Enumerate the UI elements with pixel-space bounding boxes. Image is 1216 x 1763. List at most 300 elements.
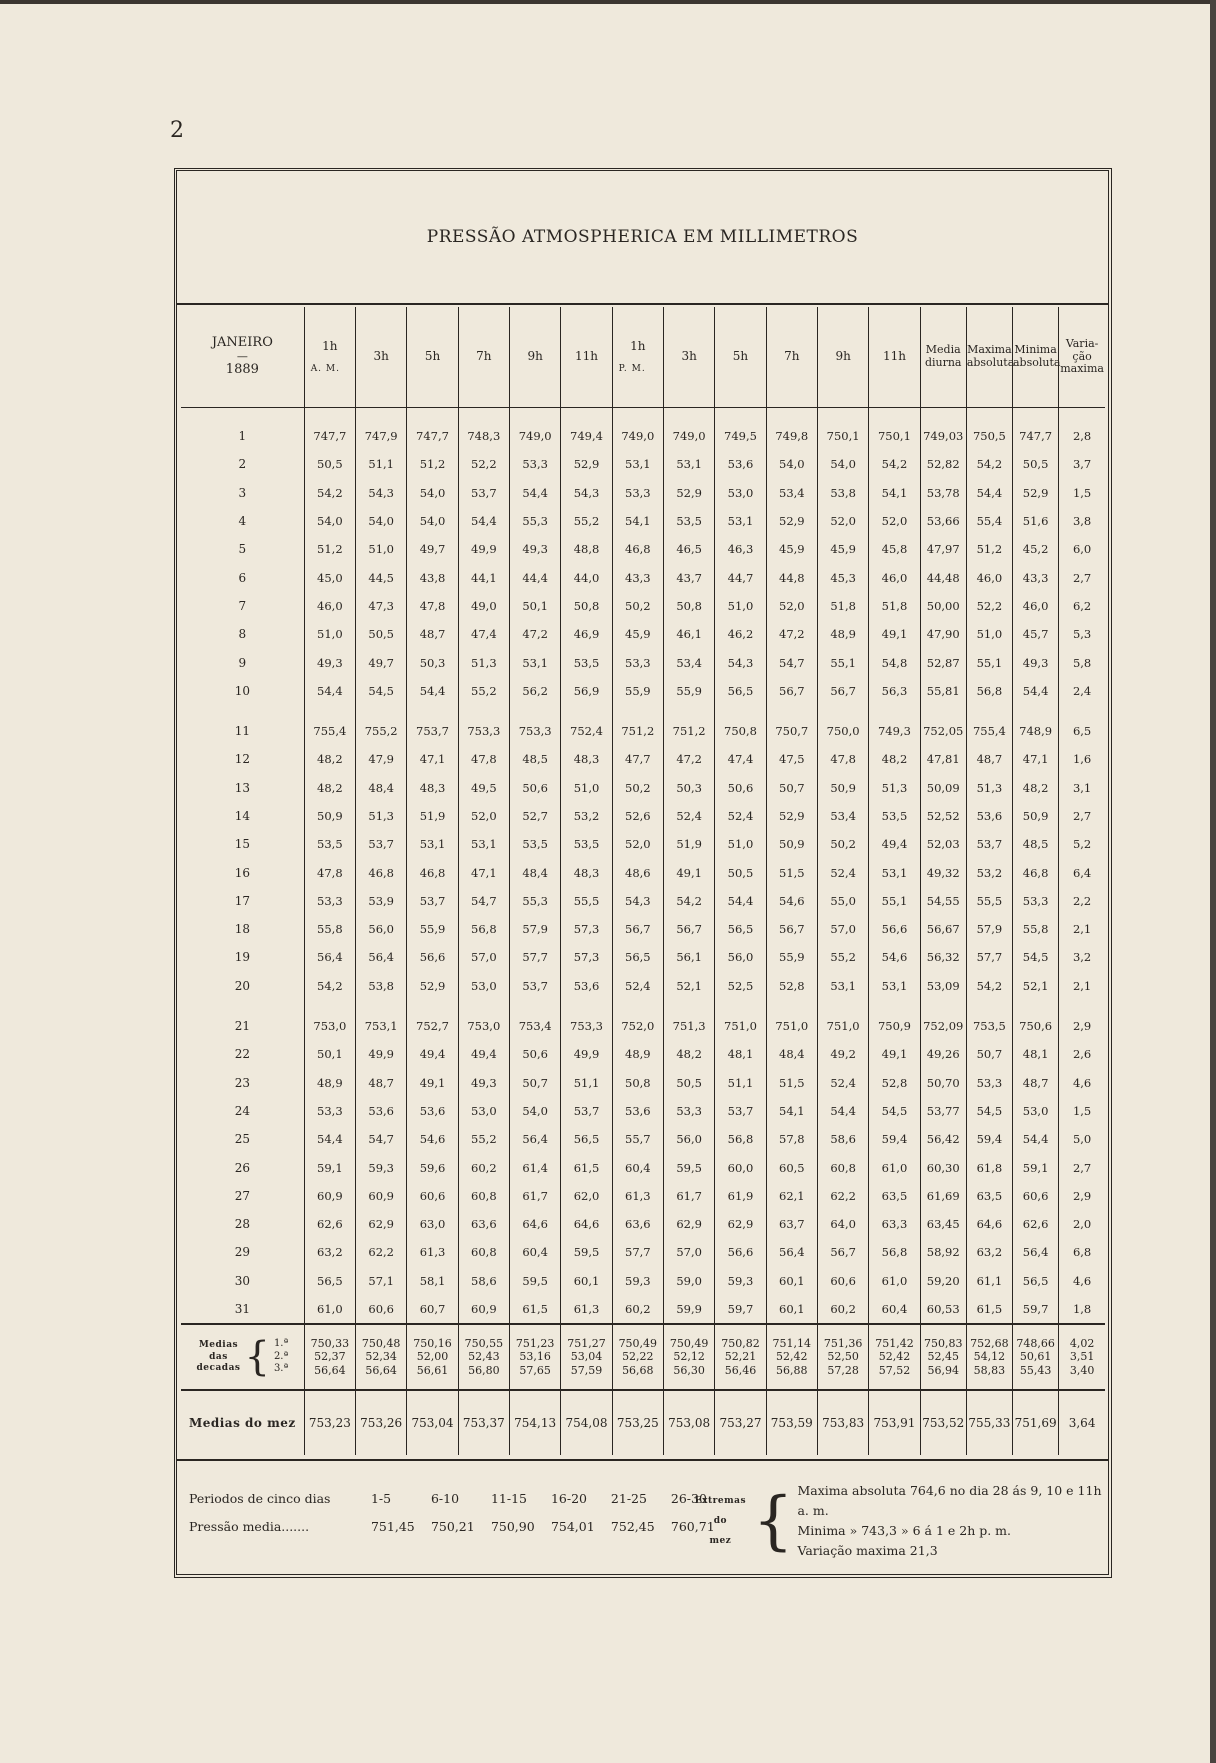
value-cell: 61,3 [612, 1182, 663, 1210]
value-cell: 60,9 [356, 1182, 407, 1210]
value-cell: 54,1 [869, 479, 920, 507]
value-cell: 53,0 [458, 1097, 509, 1125]
value-cell: 48,1 [1013, 1040, 1059, 1068]
value-cell: 50,6 [510, 774, 561, 802]
decade-means-cell: 750,83 52,45 56,94 [920, 1324, 966, 1390]
value-cell: 750,1 [869, 408, 920, 451]
value-cell: 755,2 [356, 717, 407, 745]
value-cell: 55,9 [407, 915, 458, 943]
table-row [181, 802, 1105, 830]
table-row [181, 972, 1105, 1000]
value-cell: 56,0 [663, 1125, 714, 1153]
value-cell: 43,7 [663, 563, 714, 591]
table-row [181, 1097, 1105, 1125]
value-cell: 747,7 [407, 408, 458, 451]
value-cell: 45,7 [1013, 620, 1059, 648]
value-cell: 59,7 [715, 1295, 766, 1324]
value-cell: 2,2 [1072, 893, 1092, 908]
value-cell: 53,9 [356, 887, 407, 915]
value-cell: 50,6 [715, 774, 766, 802]
value-cell: 53,3 [612, 648, 663, 676]
value-cell: 48,4 [356, 774, 407, 802]
value-cell: 59,5 [663, 1153, 714, 1181]
value-cell: 60,4 [869, 1295, 920, 1324]
value-cell: 47,5 [766, 745, 817, 773]
value-cell: 56,8 [715, 1125, 766, 1153]
value-cell: 43,3 [612, 563, 663, 591]
value-cell: 52,0 [458, 802, 509, 830]
value-cell: 48,3 [561, 858, 612, 886]
value-cell: 52,9 [407, 972, 458, 1000]
value-cell: 54,3 [561, 479, 612, 507]
value-cell: 55,8 [304, 915, 355, 943]
value-cell: 750,9 [869, 1012, 920, 1040]
value-cell: 57,3 [561, 943, 612, 971]
value-cell: 46,9 [561, 620, 612, 648]
value-cell: 56,6 [715, 1238, 766, 1266]
table-row [181, 1069, 1105, 1097]
value-cell: 47,1 [407, 745, 458, 773]
value-cell: 54,0 [766, 450, 817, 478]
value-cell: 55,3 [510, 507, 561, 535]
value-cell: 58,6 [817, 1125, 868, 1153]
value-cell: 54,55 [920, 887, 966, 915]
table-row [181, 535, 1105, 563]
decade-label: Medias das decadas { 1.ª 2.ª 3.ª [181, 1324, 304, 1390]
value-cell: 753,5 [966, 1012, 1012, 1040]
value-cell: 51,0 [356, 535, 407, 563]
pressure-media-row: Pressão media....... 751,45 750,21 750,90 754,01 752,45 760,71 [189, 1519, 715, 1534]
month-mean-cell: 755,33 [966, 1390, 1012, 1455]
value-cell: 752,7 [407, 1012, 458, 1040]
value-cell: 56,8 [458, 915, 509, 943]
value-cell: 53,5 [663, 507, 714, 535]
value-cell: 751,3 [663, 1012, 714, 1040]
value-cell: 46,2 [715, 620, 766, 648]
value-cell: 50,6 [510, 1040, 561, 1068]
value-cell: 54,4 [715, 887, 766, 915]
value-cell: 47,3 [356, 592, 407, 620]
table-frame [174, 168, 1112, 1578]
value-cell: 53,4 [817, 802, 868, 830]
value-cell: 2,7 [1072, 570, 1092, 585]
value-cell: 753,3 [458, 717, 509, 745]
value-cell: 50,9 [766, 830, 817, 858]
value-cell: 56,7 [663, 915, 714, 943]
value-cell: 52,9 [663, 479, 714, 507]
value-cell: 54,6 [766, 887, 817, 915]
month-means-label: Medias do mez [181, 1390, 304, 1455]
value-cell: 59,5 [510, 1267, 561, 1295]
value-cell: 59,6 [407, 1153, 458, 1181]
value-cell: 53,1 [715, 507, 766, 535]
value-cell: 51,8 [817, 592, 868, 620]
day-cell: 31 [181, 1295, 304, 1324]
value-cell: 46,8 [407, 858, 458, 886]
value-cell: 53,6 [612, 1097, 663, 1125]
extreme-variacao: Variação maxima 21,3 [797, 1543, 938, 1558]
value-cell: 2,7 [1072, 1160, 1092, 1175]
value-cell: 749,03 [920, 408, 966, 451]
month-mean-cell: 3,64 [1059, 1390, 1105, 1455]
value-cell: 2,0 [1072, 1217, 1092, 1232]
table-row [181, 563, 1105, 591]
value-cell: 57,7 [510, 943, 561, 971]
value-cell: 54,4 [458, 507, 509, 535]
value-cell: 61,5 [561, 1153, 612, 1181]
value-cell: 56,9 [561, 677, 612, 705]
value-cell: 57,1 [356, 1267, 407, 1295]
value-cell: 60,9 [458, 1295, 509, 1324]
value-cell: 749,8 [766, 408, 817, 451]
value-cell: 59,3 [715, 1267, 766, 1295]
value-cell: 56,4 [510, 1125, 561, 1153]
value-cell: 43,3 [1013, 563, 1059, 591]
day-cell: 7 [181, 592, 304, 620]
value-cell: 45,8 [869, 535, 920, 563]
daily-rows [181, 408, 1105, 1325]
decade-means-cell: 750,16 52,00 56,61 [407, 1324, 458, 1390]
day-cell: 13 [181, 774, 304, 802]
value-cell: 62,6 [304, 1210, 355, 1238]
value-cell: 60,2 [458, 1153, 509, 1181]
value-cell: 54,6 [407, 1125, 458, 1153]
value-cell: 753,4 [510, 1012, 561, 1040]
value-cell: 2,4 [1072, 683, 1092, 698]
brace: { [752, 1484, 794, 1558]
value-cell: 47,8 [407, 592, 458, 620]
value-cell: 61,1 [966, 1267, 1012, 1295]
value-cell: 57,0 [663, 1238, 714, 1266]
value-cell: 46,0 [869, 563, 920, 591]
month-mean-cell: 751,69 [1013, 1390, 1059, 1455]
value-cell: 59,1 [1013, 1153, 1059, 1181]
value-cell: 56,32 [920, 943, 966, 971]
decade-means-cell: 750,48 52,34 56,64 [356, 1324, 407, 1390]
value-cell: 50,5 [304, 450, 355, 478]
value-cell: 44,0 [561, 563, 612, 591]
month-mean-cell: 753,37 [458, 1390, 509, 1455]
value-cell: 60,7 [407, 1295, 458, 1324]
value-cell: 53,8 [817, 479, 868, 507]
value-cell: 44,7 [715, 563, 766, 591]
value-cell: 53,5 [561, 830, 612, 858]
value-cell: 49,4 [407, 1040, 458, 1068]
value-cell: 53,1 [869, 972, 920, 1000]
value-cell: 51,1 [715, 1069, 766, 1097]
value-cell: 52,0 [766, 592, 817, 620]
value-cell: 54,8 [869, 648, 920, 676]
value-cell: 56,7 [766, 677, 817, 705]
value-cell: 749,0 [510, 408, 561, 451]
value-cell: 5,2 [1072, 837, 1092, 852]
day-cell: 10 [181, 677, 304, 705]
value-cell: 755,4 [966, 717, 1012, 745]
value-cell: 51,6 [1013, 507, 1059, 535]
value-cell: 51,1 [356, 450, 407, 478]
value-cell: 61,3 [561, 1295, 612, 1324]
value-cell: 62,9 [663, 1210, 714, 1238]
value-cell: 63,0 [407, 1210, 458, 1238]
value-cell: 61,9 [715, 1182, 766, 1210]
value-cell: 50,7 [966, 1040, 1012, 1068]
value-cell: 53,7 [510, 972, 561, 1000]
value-cell: 61,0 [869, 1267, 920, 1295]
value-cell: 60,1 [561, 1267, 612, 1295]
value-cell: 50,5 [1013, 450, 1059, 478]
decade-means-cell: 4,02 3,51 3,40 [1059, 1324, 1105, 1390]
value-cell: 48,7 [356, 1069, 407, 1097]
value-cell: 48,2 [304, 774, 355, 802]
value-cell: 50,5 [715, 858, 766, 886]
value-cell: 56,5 [715, 915, 766, 943]
value-cell: 50,2 [612, 592, 663, 620]
value-cell: 747,9 [356, 408, 407, 451]
value-cell: 48,9 [817, 620, 868, 648]
day-cell: 21 [181, 1012, 304, 1040]
value-cell: 50,00 [920, 592, 966, 620]
value-cell: 47,81 [920, 745, 966, 773]
value-cell: 752,05 [920, 717, 966, 745]
value-cell: 49,9 [458, 535, 509, 563]
value-cell: 49,2 [817, 1040, 868, 1068]
value-cell: 59,4 [869, 1125, 920, 1153]
value-cell: 752,0 [612, 1012, 663, 1040]
value-cell: 60,5 [766, 1153, 817, 1181]
value-cell: 6,8 [1072, 1245, 1092, 1260]
day-cell: 25 [181, 1125, 304, 1153]
hour-header: 9h [817, 307, 868, 408]
value-cell: 54,1 [612, 507, 663, 535]
value-cell: 47,9 [356, 745, 407, 773]
value-cell: 47,8 [817, 745, 868, 773]
value-cell: 54,4 [817, 1097, 868, 1125]
value-cell: 60,6 [817, 1267, 868, 1295]
value-cell: 60,4 [612, 1153, 663, 1181]
value-cell: 55,1 [817, 648, 868, 676]
value-cell: 53,6 [561, 972, 612, 1000]
value-cell: 57,9 [510, 915, 561, 943]
stat-header-media: Media diurna [920, 307, 966, 408]
value-cell: 55,4 [966, 507, 1012, 535]
value-cell: 44,48 [920, 563, 966, 591]
decade-means-cell: 748,66 50,61 55,43 [1013, 1324, 1059, 1390]
value-cell: 53,5 [304, 830, 355, 858]
value-cell: 46,0 [304, 592, 355, 620]
table-row [181, 915, 1105, 943]
value-cell: 54,4 [966, 479, 1012, 507]
value-cell: 6,2 [1072, 598, 1092, 613]
value-cell: 56,5 [1013, 1267, 1059, 1295]
value-cell: 59,9 [663, 1295, 714, 1324]
value-cell: 54,4 [1013, 1125, 1059, 1153]
value-cell: 63,45 [920, 1210, 966, 1238]
value-cell: 749,0 [663, 408, 714, 451]
value-cell: 54,1 [766, 1097, 817, 1125]
value-cell: 61,0 [869, 1153, 920, 1181]
value-cell: 54,2 [869, 450, 920, 478]
value-cell: 51,5 [766, 1069, 817, 1097]
value-cell: 63,5 [966, 1182, 1012, 1210]
value-cell: 53,0 [1013, 1097, 1059, 1125]
value-cell: 55,5 [561, 887, 612, 915]
value-cell: 47,4 [715, 745, 766, 773]
value-cell: 60,4 [510, 1238, 561, 1266]
table-row [181, 1125, 1105, 1153]
value-cell: 53,1 [817, 972, 868, 1000]
day-cell: 3 [181, 479, 304, 507]
month-mean-cell: 753,23 [304, 1390, 355, 1455]
value-cell: 4,6 [1072, 1075, 1092, 1090]
day-cell: 1 [181, 408, 304, 451]
value-cell: 55,9 [766, 943, 817, 971]
value-cell: 61,7 [510, 1182, 561, 1210]
value-cell: 51,3 [458, 648, 509, 676]
stat-header-variacao: Varia-ção maxima [1059, 307, 1105, 408]
value-cell: 5,8 [1072, 655, 1092, 670]
value-cell: 49,9 [356, 1040, 407, 1068]
value-cell: 52,6 [612, 802, 663, 830]
value-cell: 2,7 [1072, 809, 1092, 823]
value-cell: 49,9 [561, 1040, 612, 1068]
decade-means-cell: 750,49 52,12 56,30 [663, 1324, 714, 1390]
value-cell: 54,4 [407, 677, 458, 705]
value-cell: 53,5 [510, 830, 561, 858]
value-cell: 51,0 [966, 620, 1012, 648]
value-cell: 753,3 [510, 717, 561, 745]
value-cell: 59,7 [1013, 1295, 1059, 1324]
value-cell: 56,7 [817, 1238, 868, 1266]
value-cell: 64,6 [510, 1210, 561, 1238]
value-cell: 53,7 [966, 830, 1012, 858]
hour-header: 7h [766, 307, 817, 408]
value-cell: 45,3 [817, 563, 868, 591]
value-cell: 54,2 [304, 972, 355, 1000]
value-cell: 63,7 [766, 1210, 817, 1238]
value-cell: 53,7 [356, 830, 407, 858]
decade-means-cell: 751,14 52,42 56,88 [766, 1324, 817, 1390]
hour-header: 3h [663, 307, 714, 408]
value-cell: 49,3 [510, 535, 561, 563]
value-cell: 50,5 [663, 1069, 714, 1097]
value-cell: 53,3 [612, 479, 663, 507]
value-cell: 63,2 [966, 1238, 1012, 1266]
stat-header-minima: Minima absoluta [1013, 307, 1059, 408]
value-cell: 50,2 [817, 830, 868, 858]
value-cell: 49,5 [458, 774, 509, 802]
pm-label: P. M. [618, 363, 646, 374]
value-cell: 50,1 [510, 592, 561, 620]
value-cell: 49,3 [1013, 648, 1059, 676]
value-cell: 53,1 [458, 830, 509, 858]
value-cell: 51,2 [966, 535, 1012, 563]
value-cell: 48,5 [1013, 830, 1059, 858]
value-cell: 49,7 [356, 648, 407, 676]
value-cell: 54,0 [817, 450, 868, 478]
value-cell: 58,6 [458, 1267, 509, 1295]
value-cell: 2,8 [1072, 429, 1092, 444]
value-cell: 49,1 [869, 1040, 920, 1068]
value-cell: 48,9 [612, 1040, 663, 1068]
value-cell: 52,9 [766, 507, 817, 535]
value-cell: 51,2 [407, 450, 458, 478]
value-cell: 62,9 [715, 1210, 766, 1238]
value-cell: 48,5 [510, 745, 561, 773]
value-cell: 52,9 [1013, 479, 1059, 507]
value-cell: 61,3 [407, 1238, 458, 1266]
value-cell: 52,0 [817, 507, 868, 535]
value-cell: 48,2 [1013, 774, 1059, 802]
value-cell: 55,9 [612, 677, 663, 705]
hour-header: 3h [356, 307, 407, 408]
value-cell: 43,8 [407, 563, 458, 591]
value-cell: 53,09 [920, 972, 966, 1000]
value-cell: 53,5 [869, 802, 920, 830]
day-cell: 22 [181, 1040, 304, 1068]
value-cell: 51,0 [715, 592, 766, 620]
value-cell: 56,5 [561, 1125, 612, 1153]
hour-header: 1h A. M. [304, 307, 355, 408]
value-cell: 64,0 [817, 1210, 868, 1238]
month-mean-cell: 753,08 [663, 1390, 714, 1455]
value-cell: 752,4 [561, 717, 612, 745]
value-cell: 48,8 [561, 535, 612, 563]
value-cell: 6,5 [1072, 724, 1092, 739]
value-cell: 58,92 [920, 1238, 966, 1266]
value-cell: 53,4 [663, 648, 714, 676]
value-cell: 54,5 [966, 1097, 1012, 1125]
decade-means-cell: 750,55 52,43 56,80 [458, 1324, 509, 1390]
value-cell: 60,2 [612, 1295, 663, 1324]
value-cell: 56,7 [817, 677, 868, 705]
value-cell: 61,4 [510, 1153, 561, 1181]
value-cell: 52,1 [1013, 972, 1059, 1000]
value-cell: 60,8 [458, 1182, 509, 1210]
value-cell: 46,1 [663, 620, 714, 648]
value-cell: 755,4 [304, 717, 355, 745]
value-cell: 54,4 [304, 677, 355, 705]
value-cell: 55,9 [663, 677, 714, 705]
value-cell: 49,1 [663, 858, 714, 886]
value-cell: 57,0 [817, 915, 868, 943]
value-cell: 57,9 [966, 915, 1012, 943]
value-cell: 54,2 [966, 972, 1012, 1000]
value-cell: 52,1 [663, 972, 714, 1000]
value-cell: 753,0 [304, 1012, 355, 1040]
table-row [181, 1153, 1105, 1181]
value-cell: 48,3 [561, 745, 612, 773]
table-row [181, 1040, 1105, 1068]
value-cell: 51,5 [766, 858, 817, 886]
month-dash: — [236, 349, 248, 363]
table-row [181, 858, 1105, 886]
day-cell: 27 [181, 1182, 304, 1210]
value-cell: 46,0 [1013, 592, 1059, 620]
value-cell: 59,1 [304, 1153, 355, 1181]
value-cell: 59,0 [663, 1267, 714, 1295]
day-cell: 15 [181, 830, 304, 858]
value-cell: 51,8 [869, 592, 920, 620]
value-cell: 48,1 [715, 1040, 766, 1068]
value-cell: 54,3 [356, 479, 407, 507]
value-cell: 753,3 [561, 1012, 612, 1040]
footer [177, 1459, 1108, 1571]
month-mean-cell: 753,83 [817, 1390, 868, 1455]
value-cell: 45,9 [817, 535, 868, 563]
day-cell: 4 [181, 507, 304, 535]
day-cell: 2 [181, 450, 304, 478]
value-cell: 49,32 [920, 858, 966, 886]
